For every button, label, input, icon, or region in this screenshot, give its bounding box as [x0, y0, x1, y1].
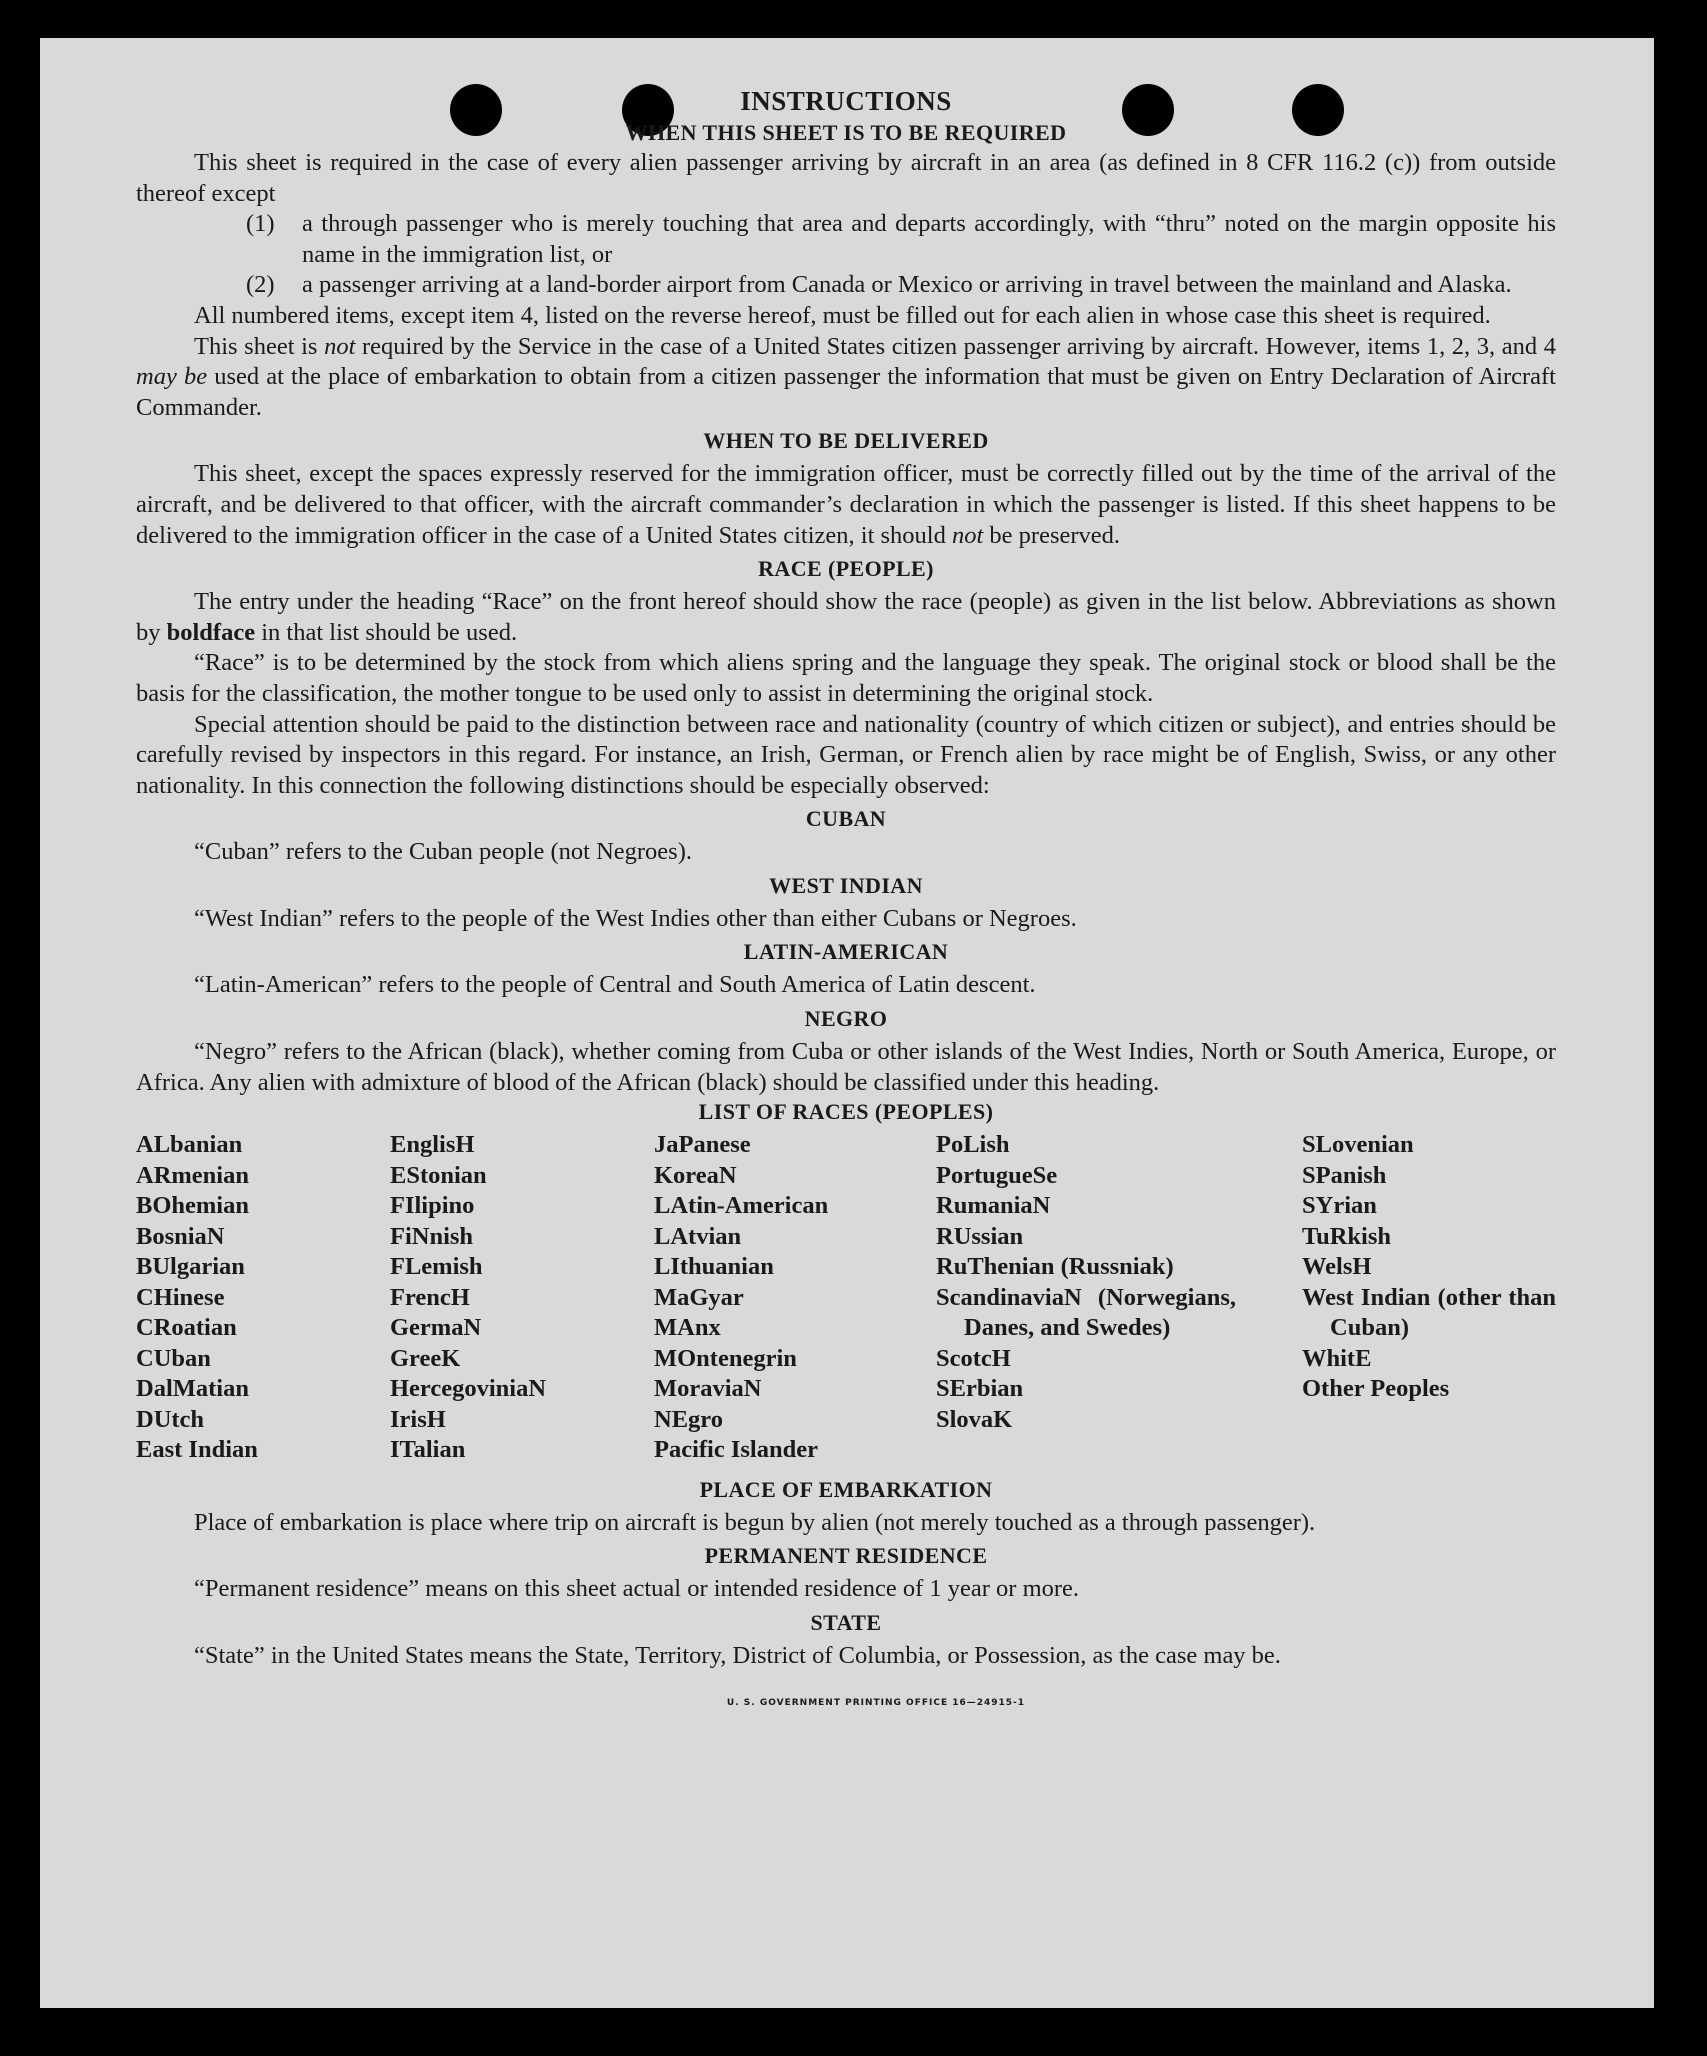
race-entry: CHinese — [136, 1283, 225, 1311]
page-title: INSTRUCTIONS — [740, 86, 952, 116]
race-entry: SPanish — [1302, 1161, 1387, 1189]
item-text: a passenger arriving at a land-border airport from Canada or Mexico or arriving in travel between the mainland and Alaska. — [302, 271, 1512, 299]
paragraph: “West Indian” refers to the people of the West Indies other than either Cubans or Negroes. — [194, 904, 1077, 932]
race-entry: GreeK — [390, 1344, 461, 1372]
section-heading: RACE (PEOPLE) — [758, 556, 934, 582]
item-text: a through passenger who is merely touching that area and departs accordingly, with “thru” noted on the margin opposite his name in the immigration list, or — [302, 210, 1556, 268]
race-entry: DalMatian — [136, 1375, 249, 1403]
numbered-item — [246, 270, 1556, 301]
numbered-item — [246, 209, 1556, 270]
paragraph: The entry under the heading “Race” on the front hereof should show the race (people) as given in the list below. Abbreviations as shown by boldface in that list should be used. — [136, 588, 1556, 646]
race-entry: MaGyar — [654, 1283, 744, 1311]
race-entry: BosniaN — [136, 1222, 225, 1250]
race-entry: PoLish — [936, 1131, 1010, 1159]
race-column — [654, 1130, 936, 1466]
race-entry: SlovaK — [936, 1405, 1013, 1433]
race-entry: NEgro — [654, 1405, 723, 1433]
race-entry: PortugueSe — [936, 1161, 1058, 1189]
paragraph: This sheet, except the spaces expressly reserved for the immigration officer, must be correctly filled out by the time of the arrival of the aircraft, and be delivered to that officer, with the aircraft commander’s declaration in which the passenger is listed. If this sheet happens to be delivered to the immigration officer in the case of a United States citizen, it should not be preserved. — [136, 460, 1556, 549]
race-entry: WhitE — [1302, 1344, 1372, 1372]
paragraph: This sheet is required in the case of every alien passenger arriving by aircraft in an area (as defined in 8 CFR 116.2 (c)) from outside thereof except — [136, 149, 1556, 207]
item-number: (2) — [246, 271, 275, 299]
section-heading: WHEN THIS SHEET IS TO BE REQUIRED — [625, 120, 1067, 145]
race-column — [390, 1130, 654, 1466]
race-entry: FiNnish — [390, 1222, 474, 1250]
race-entry: East Indian — [136, 1436, 258, 1464]
section-heading: LIST OF RACES (PEOPLES) — [698, 1099, 994, 1125]
race-column — [136, 1130, 390, 1466]
race-entry: RumaniaN — [936, 1192, 1051, 1220]
race-entry: MoraviaN — [654, 1375, 762, 1403]
paragraph: “Cuban” refers to the Cuban people (not Negroes). — [194, 838, 692, 866]
race-entry: SErbian — [936, 1375, 1024, 1403]
race-entry: DUtch — [136, 1405, 205, 1433]
race-entry: RuThenian (Russniak) — [936, 1253, 1174, 1281]
race-entry: FLemish — [390, 1253, 483, 1281]
race-entry: SLovenian — [1302, 1131, 1414, 1159]
race-list — [136, 1130, 1556, 1466]
race-entry: FrencH — [390, 1283, 470, 1311]
race-entry: Pacific Islander — [654, 1436, 818, 1464]
section-heading: CUBAN — [805, 806, 887, 832]
section-heading: WHEN TO BE DELIVERED — [703, 428, 989, 454]
race-entry: ScandinaviaN (Norwegians, Danes, and Swedes) — [936, 1283, 1236, 1342]
section-heading: STATE — [810, 1609, 882, 1635]
race-entry: ITalian — [390, 1436, 466, 1464]
document-body — [136, 84, 1556, 1718]
section-heading: PERMANENT RESIDENCE — [704, 1543, 988, 1569]
race-entry: LIthuanian — [654, 1253, 774, 1281]
race-entry: MAnx — [654, 1314, 721, 1342]
race-entry: GermaN — [390, 1314, 482, 1342]
race-column — [936, 1130, 1302, 1466]
race-entry: IrisH — [390, 1405, 446, 1433]
race-entry: CUban — [136, 1344, 211, 1372]
printer-imprint: U. S. GOVERNMENT PRINTING OFFICE 16—24915-1 — [726, 1697, 1026, 1708]
race-entry: West Indian (other than Cuban) — [1302, 1283, 1556, 1342]
item-number: (1) — [246, 210, 275, 238]
paragraph: “Permanent residence” means on this sheet actual or intended residence of 1 year or more. — [194, 1575, 1080, 1603]
section-heading: WEST INDIAN — [769, 872, 923, 898]
paragraph: “Race” is to be determined by the stock from which aliens spring and the language they speak. The original stock or blood shall be the basis for the classification, the mother tongue to be used only to assist in determining the original stock. — [136, 649, 1556, 707]
paragraph: Special attention should be paid to the distinction between race and nationality (country of which citizen or subject), and entries should be carefully revised by inspectors in this regard. For instance, an Irish, German, or French alien by race might be of English, Swiss, or any other nationality. In this connection the following distinctions should be especially observed: — [136, 710, 1556, 799]
paragraph: “Negro” refers to the African (black), whether coming from Cuba or other islands of the West Indies, North or South America, Europe, or Africa. Any alien with admixture of blood of the African (black) should be classified under this heading. — [136, 1038, 1556, 1096]
section-heading: PLACE OF EMBARKATION — [699, 1476, 993, 1502]
race-entry: EStonian — [390, 1161, 487, 1189]
paragraph: “State” in the United States means the State, Territory, District of Columbia, or Possession, as the case may be. — [194, 1641, 1281, 1669]
race-entry: EnglisH — [390, 1131, 475, 1159]
document-page — [40, 38, 1654, 2008]
race-entry: RUssian — [936, 1222, 1024, 1250]
race-entry: ScotcH — [936, 1344, 1011, 1372]
race-entry: LAtvian — [654, 1222, 742, 1250]
race-entry: HercegoviniaN — [390, 1375, 547, 1403]
race-entry: ARmenian — [136, 1161, 249, 1189]
paragraph: All numbered items, except item 4, listed on the reverse hereof, must be filled out for each alien in whose case this sheet is required. — [194, 301, 1491, 329]
section-heading: LATIN-AMERICAN — [743, 939, 949, 965]
race-entry: LAtin-American — [654, 1192, 829, 1220]
race-entry: ALbanian — [136, 1131, 243, 1159]
race-entry: TuRkish — [1302, 1222, 1392, 1250]
race-entry: SYrian — [1302, 1192, 1377, 1220]
race-entry: FIlipino — [390, 1192, 475, 1220]
race-entry: KoreaN — [654, 1161, 737, 1189]
race-entry: CRoatian — [136, 1314, 237, 1342]
race-entry: BOhemian — [136, 1192, 249, 1220]
race-entry: MOntenegrin — [654, 1344, 797, 1372]
race-entry: WelsH — [1302, 1253, 1372, 1281]
section-heading: NEGRO — [804, 1006, 888, 1032]
race-column — [1302, 1130, 1556, 1466]
race-entry: Other Peoples — [1302, 1375, 1450, 1403]
race-entry: BUlgarian — [136, 1253, 245, 1281]
paragraph: This sheet is not required by the Service in the case of a United States citizen passenger arriving by aircraft. However, items 1, 2, 3, and 4 may be used at the place of embarkation to obtain from a citizen passenger the information that must be given on Entry Declaration of Aircraft Commander. — [136, 332, 1556, 421]
paragraph: Place of embarkation is place where trip on aircraft is begun by alien (not merely touched as a through passenger). — [194, 1508, 1316, 1536]
race-entry: JaPanese — [654, 1131, 751, 1159]
paragraph: “Latin-American” refers to the people of Central and South America of Latin descent. — [194, 971, 1036, 999]
